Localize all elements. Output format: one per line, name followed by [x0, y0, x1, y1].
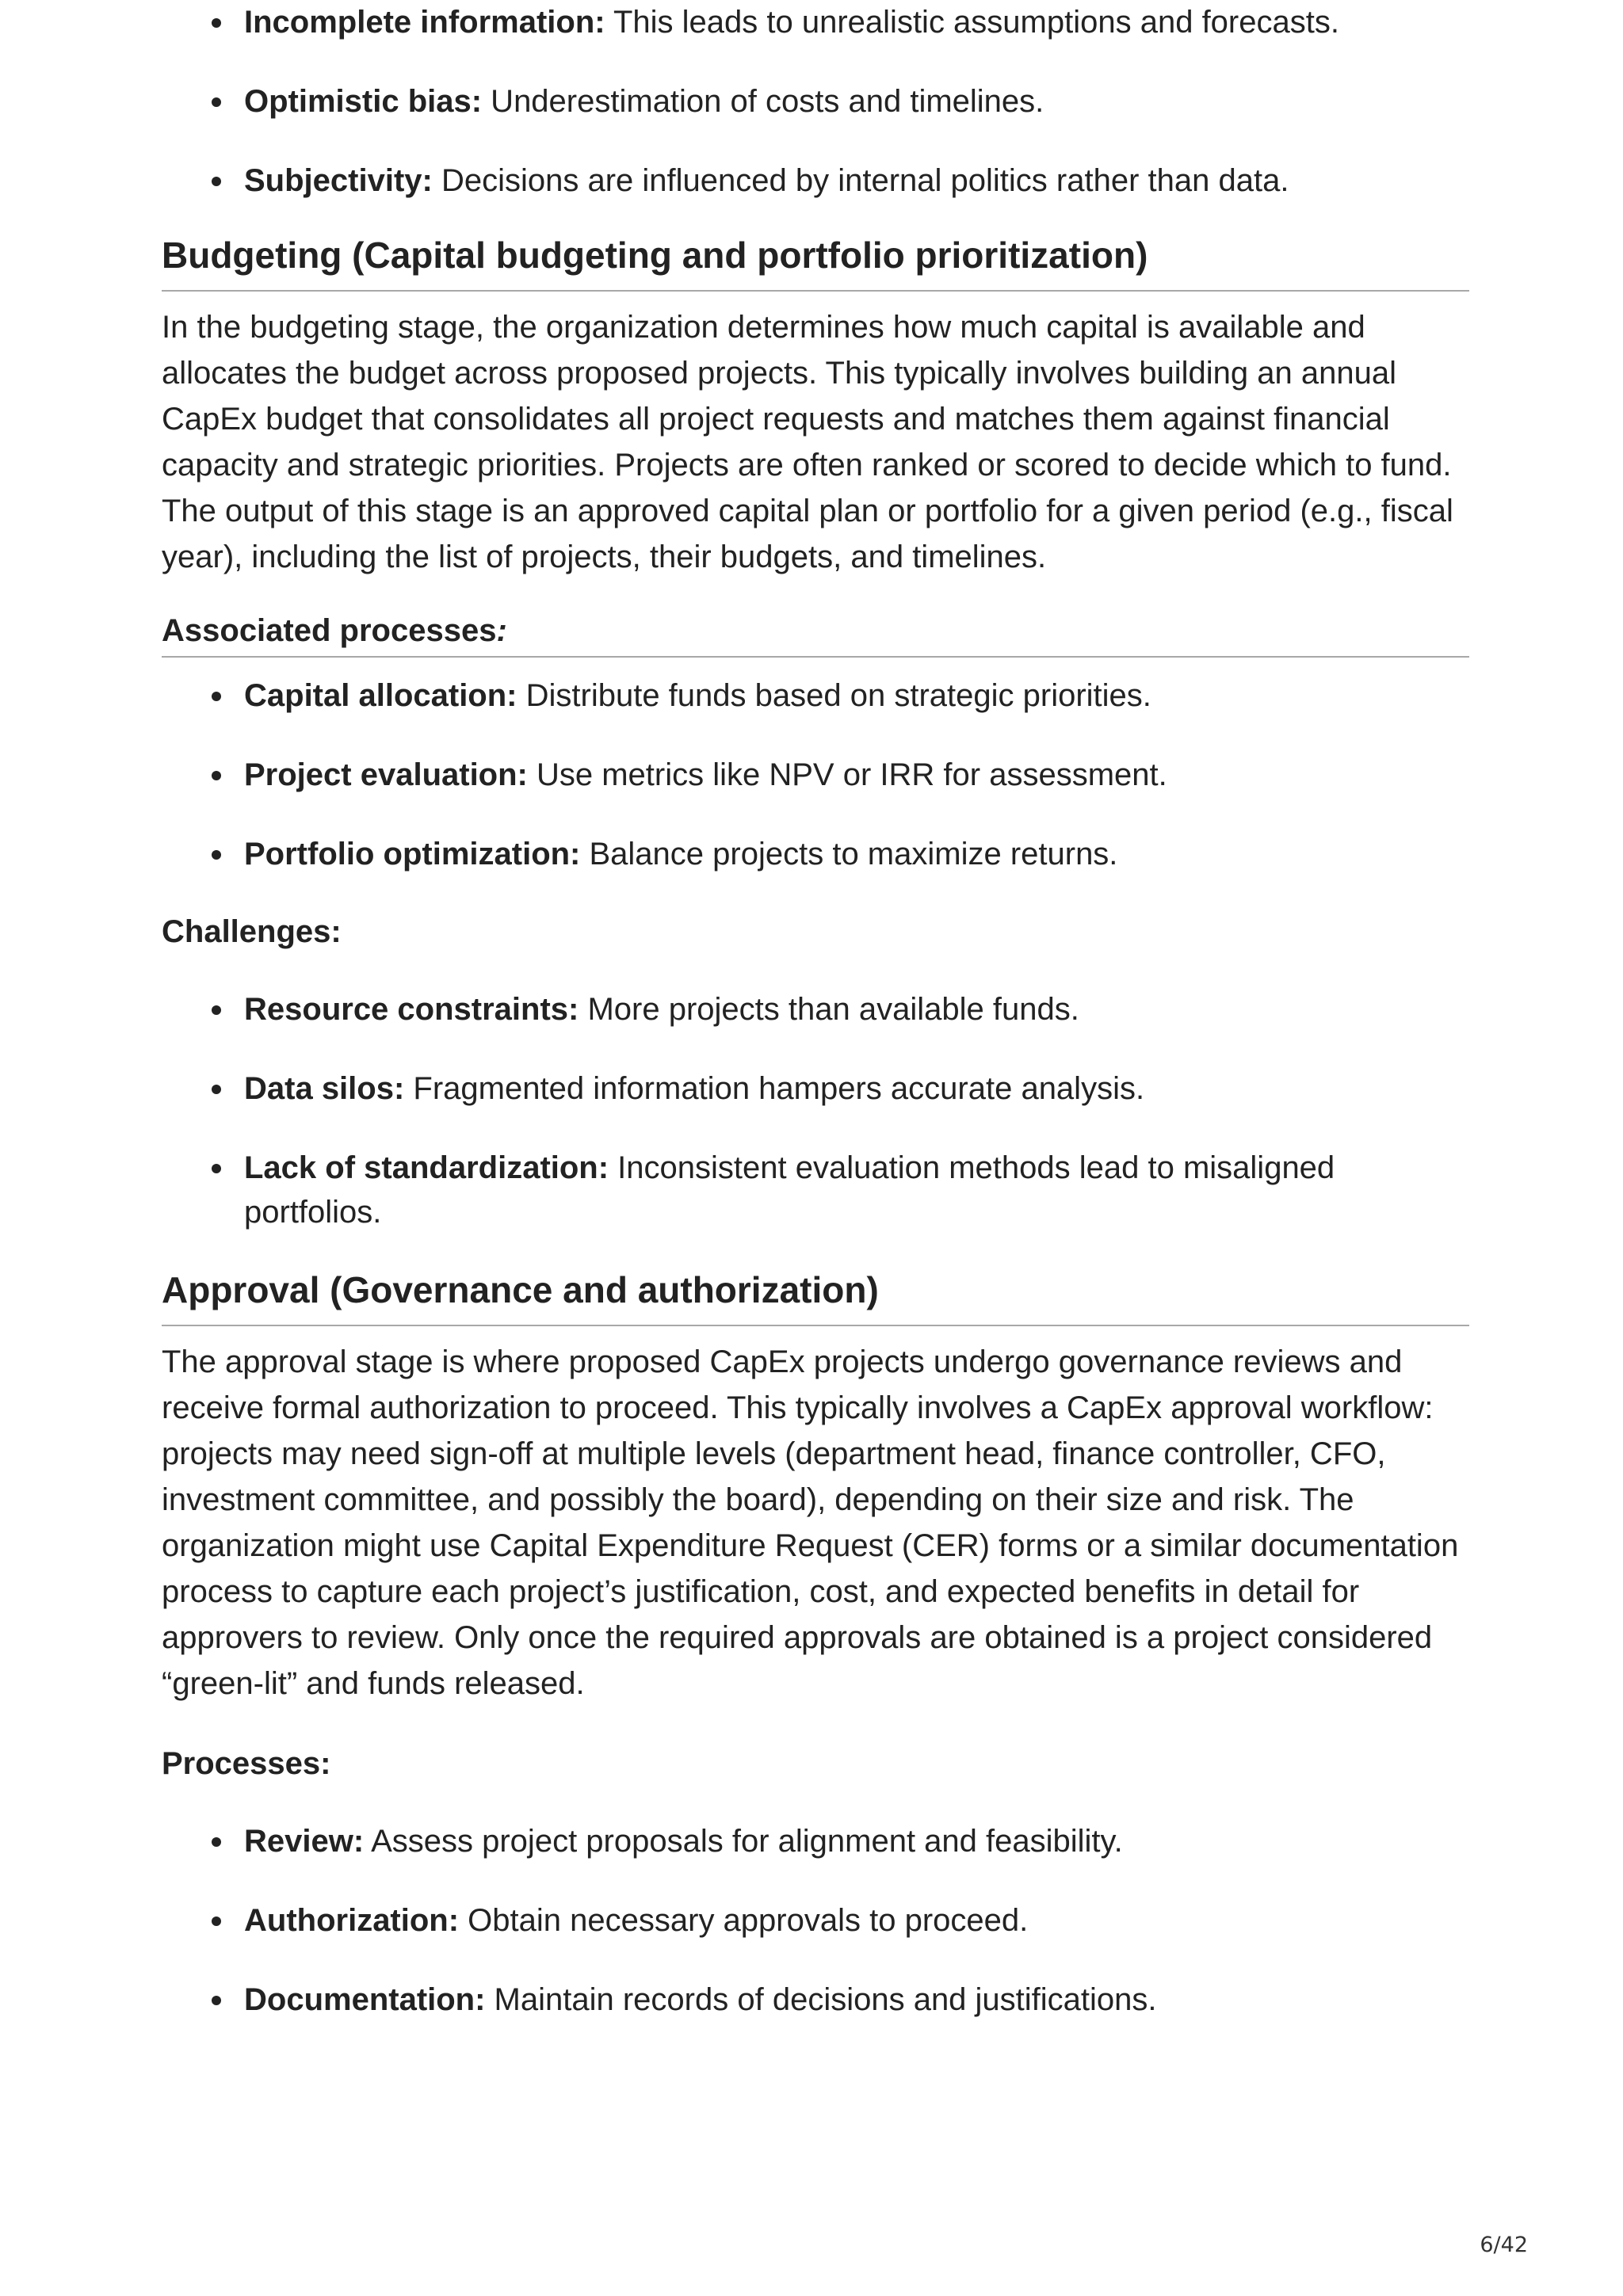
list-item-text: Distribute funds based on strategic priorities. — [517, 678, 1151, 713]
list-item — [162, 1898, 1469, 1943]
list-item — [162, 158, 1469, 203]
budgeting-processes-list — [162, 673, 1469, 876]
list-item-text: Decisions are influenced by internal politics rather than data. — [432, 163, 1289, 198]
list-item — [162, 79, 1469, 124]
budgeting-paragraph: In the budgeting stage, the organization determines how much capital is available and allocates the budget across proposed projects. This typically involves building an annual CapEx budget that consolidates all project requests and matches them against financial capacity and strategic priorities. Projects are often ranked or scored to decide which to fund. The output of this stage is an approved capital plan or portfolio for a given period (e.g., fiscal year), including the list of projects, their budgets, and timelines. — [162, 310, 1453, 574]
approval-processes-list — [162, 1819, 1469, 2022]
list-item-text: This leads to unrealistic assumptions and forecasts. — [605, 5, 1339, 40]
list-item-text: Fragmented information hampers accurate analysis. — [404, 1071, 1145, 1106]
list-item-term: Project evaluation: — [244, 757, 528, 792]
processes-heading: Processes: — [162, 1746, 331, 1781]
list-item-text: Maintain records of decisions and justifications. — [485, 1982, 1157, 2017]
list-item-term: Capital allocation: — [244, 678, 517, 713]
list-item-term: Optimistic bias: — [244, 84, 483, 119]
approval-section-title: Approval (Governance and authorization) — [162, 1268, 1469, 1326]
list-item — [162, 1978, 1469, 2022]
list-item-term: Review: — [244, 1824, 365, 1859]
approval-paragraph: The approval stage is where proposed CapEx projects undergo governance reviews and receive formal authorization to proceed. This typically involves a CapEx approval workflow: projects may need sign-off at multiple levels (department head, finance controller, CFO, investment committee, and possibly the board), depending on their size and risk. The organization might use Capital Expenditure Request (CER) forms or a similar documentation process to capture each project’s justification, cost, and expected benefits in detail for approvers to review. Only once the required approvals are obtained is a project considered “green-lit” and funds released. — [162, 1344, 1459, 1701]
list-item — [162, 0, 1469, 44]
budgeting-section-title: Budgeting (Capital budgeting and portfolio prioritization) — [162, 233, 1469, 292]
list-item — [162, 1819, 1469, 1863]
associated-processes-colon: : — [496, 613, 507, 648]
list-item — [162, 832, 1469, 876]
list-item-text: Obtain necessary approvals to proceed. — [459, 1903, 1029, 1938]
list-item — [162, 673, 1469, 718]
list-item — [162, 1066, 1469, 1111]
list-item-term: Resource constraints: — [244, 992, 579, 1027]
associated-processes-label: Associated processes — [162, 613, 497, 648]
list-item-text: Use metrics like NPV or IRR for assessment. — [527, 757, 1167, 792]
budgeting-challenges-list — [162, 987, 1469, 1234]
list-item-text: More projects than available funds. — [579, 992, 1079, 1027]
list-item-text: Assess project proposals for alignment and feasibility. — [364, 1824, 1123, 1859]
list-item — [162, 1146, 1401, 1234]
list-item — [162, 987, 1469, 1032]
list-item-term: Portfolio optimization: — [244, 837, 581, 871]
list-item-text: Underestimation of costs and timelines. — [482, 84, 1044, 119]
list-item-term: Authorization: — [244, 1903, 460, 1938]
list-item-term: Data silos: — [244, 1071, 405, 1106]
list-item — [162, 753, 1469, 797]
page-number: 6/42 — [1480, 2233, 1528, 2257]
document-page — [162, 0, 1469, 2022]
list-item-term: Incomplete information: — [244, 5, 605, 40]
list-item-text: Inconsistent evaluation methods lead to misaligned portfolios. — [244, 1150, 1335, 1230]
list-item-term: Lack of standardization: — [244, 1150, 609, 1185]
list-item-term: Subjectivity: — [244, 163, 433, 198]
intro-challenges-list — [162, 0, 1469, 203]
associated-processes-heading — [162, 608, 1469, 658]
list-item-term: Documentation: — [244, 1982, 486, 2017]
list-item-text: Balance projects to maximize returns. — [580, 837, 1118, 871]
challenges-heading: Challenges: — [162, 914, 342, 949]
